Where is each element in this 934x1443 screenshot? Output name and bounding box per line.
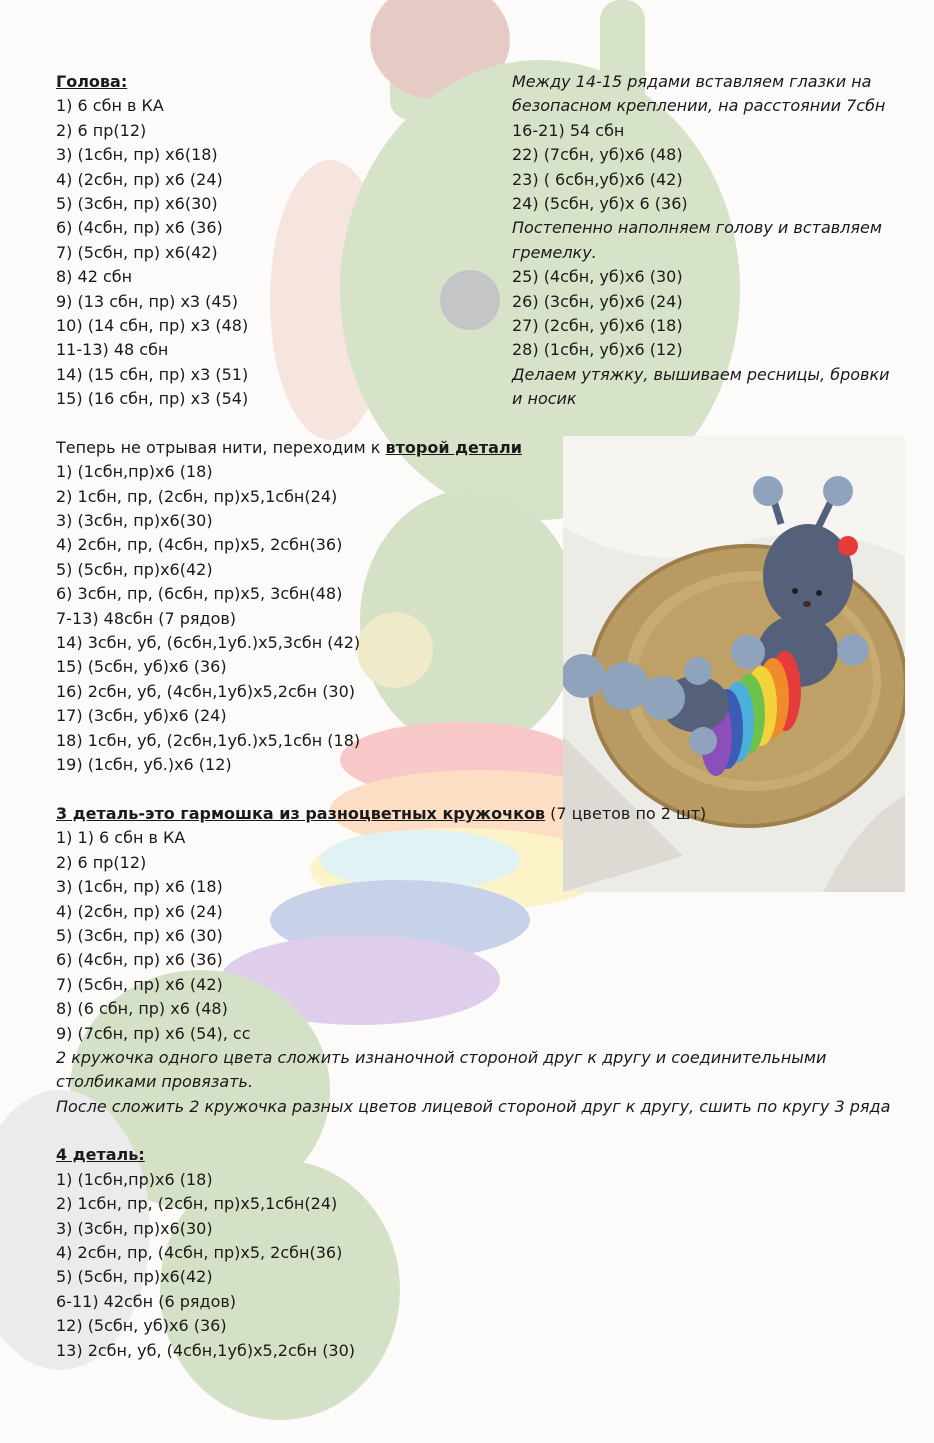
head-row: 1) 6 сбн в КА — [56, 96, 164, 116]
part4-title: 4 деталь: — [56, 1145, 145, 1165]
part4-row: 3) (3сбн, пр)х6(30) — [56, 1218, 213, 1238]
part4-row: 5) (5сбн, пр)х6(42) — [56, 1267, 213, 1287]
part4-row: 4) 2сбн, пр, (4сбн, пр)х5, 2сбн(36) — [56, 1242, 343, 1262]
bottom-section — [56, 802, 916, 1363]
head-row: 26) (3сбн, уб)х6 (24) — [512, 291, 683, 311]
head-note: безопасном креплении, на расстоянии 7сбн — [512, 96, 886, 116]
part2-row: 18) 1сбн, уб, (2сбн,1уб.)х5,1сбн (18) — [56, 730, 361, 750]
part3-row: 7) (5сбн, пр) х6 (42) — [56, 974, 223, 994]
part3-row: 4) (2сбн, пр) х6 (24) — [56, 901, 223, 921]
part4-row: 1) (1сбн,пр)х6 (18) — [56, 1169, 213, 1189]
part2-row: 3) (3сбн, пр)х6(30) — [56, 510, 213, 530]
head-note: Постепенно наполняем голову и вставляем — [512, 218, 882, 238]
head-row: 5) (3сбн, пр) х6(30) — [56, 194, 218, 214]
head-note: Делаем утяжку, вышиваем ресницы, бровки — [512, 364, 890, 384]
part2-row: 4) 2сбн, пр, (4сбн, пр)х5, 2сбн(36) — [56, 535, 343, 555]
part3-note: После сложить 2 кружочка разных цветов лицевой стороной друг к другу, сшить по кругу 3 ряда — [56, 1096, 891, 1116]
head-row: 4) (2сбн, пр) х6 (24) — [56, 169, 223, 189]
head-row: 8) 42 сбн — [56, 267, 133, 287]
head-title: Голова: — [56, 72, 128, 91]
part3-row: 5) (3сбн, пр) х6 (30) — [56, 926, 223, 946]
part2-row: 19) (1сбн, уб.)х6 (12) — [56, 754, 232, 774]
part2-row: 5) (5сбн, пр)х6(42) — [56, 559, 213, 579]
head-note: Между 14-15 рядами вставляем глазки на — [512, 72, 872, 91]
part2-intro-bold: второй детали — [385, 437, 522, 457]
part3-row: 9) (7сбн, пр) х6 (54), сс — [56, 1023, 251, 1043]
part3-title: 3 деталь-это гармошка из разноцветных кружочков — [56, 804, 546, 823]
head-row: 24) (5сбн, уб)х 6 (36) — [512, 194, 688, 214]
part2-row: 17) (3сбн, уб)х6 (24) — [56, 706, 227, 726]
part2-row: 14) 3сбн, уб, (6сбн,1уб.)х5,3сбн (42) — [56, 632, 361, 652]
part3-row: 3) (1сбн, пр) х6 (18) — [56, 877, 223, 897]
part4-row: 6-11) 42сбн (6 рядов) — [56, 1291, 237, 1311]
head-note: гремелку. — [512, 242, 597, 262]
right-column — [512, 70, 912, 412]
part2-row: 6) 3сбн, пр, (6сбн, пр)х5, 3сбн(48) — [56, 584, 343, 604]
part2-intro-text: Теперь не отрывая нити, переходим к — [56, 437, 386, 457]
head-row: 22) (7сбн, уб)х6 (48) — [512, 145, 683, 165]
head-row: 16-21) 54 сбн — [512, 120, 625, 140]
part2-intro — [56, 436, 522, 460]
left-column — [56, 70, 522, 777]
part3-row: 6) (4сбн, пр) х6 (36) — [56, 950, 223, 970]
head-row: 14) (15 сбн, пр) х3 (51) — [56, 364, 249, 384]
head-row: 15) (16 сбн, пр) х3 (54) — [56, 389, 249, 409]
head-row: 28) (1сбн, уб)х6 (12) — [512, 340, 683, 360]
head-row: 2) 6 пр(12) — [56, 120, 147, 140]
part4-row: 13) 2сбн, уб, (4сбн,1уб)х5,2сбн (30) — [56, 1340, 356, 1360]
part3-note: 2 кружочка одного цвета сложить изнаночной стороной друг к другу и соединительными столбиками провязать. — [56, 1048, 827, 1092]
head-row: 23) ( 6сбн,уб)х6 (42) — [512, 169, 683, 189]
head-note: и носик — [512, 389, 577, 409]
part3-title-suffix: (7 цветов по 2 шт) — [545, 804, 707, 823]
part2-row: 2) 1сбн, пр, (2сбн, пр)х5,1сбн(24) — [56, 486, 338, 506]
part3-row: 1) 1) 6 сбн в КА — [56, 828, 186, 848]
head-row: 3) (1сбн, пр) х6(18) — [56, 145, 218, 165]
head-row: 6) (4сбн, пр) х6 (36) — [56, 218, 223, 238]
part4-row: 2) 1сбн, пр, (2сбн, пр)х5,1сбн(24) — [56, 1194, 338, 1214]
head-row: 25) (4сбн, уб)х6 (30) — [512, 267, 683, 287]
head-row: 7) (5сбн, пр) х6(42) — [56, 242, 218, 262]
part3-heading — [56, 802, 916, 826]
part2-row: 7-13) 48сбн (7 рядов) — [56, 608, 237, 628]
head-row: 9) (13 сбн, пр) х3 (45) — [56, 291, 239, 311]
part3-row: 8) (6 сбн, пр) х6 (48) — [56, 999, 228, 1019]
head-row: 11-13) 48 сбн — [56, 340, 169, 360]
part2-row: 15) (5сбн, уб)х6 (36) — [56, 657, 227, 677]
part4-row: 12) (5сбн, уб)х6 (36) — [56, 1316, 227, 1336]
head-row: 10) (14 сбн, пр) х3 (48) — [56, 316, 249, 336]
part2-row: 1) (1сбн,пр)х6 (18) — [56, 462, 213, 482]
part3-row: 2) 6 пр(12) — [56, 852, 147, 872]
part2-row: 16) 2сбн, уб, (4сбн,1уб)х5,2сбн (30) — [56, 681, 356, 701]
head-row: 27) (2сбн, уб)х6 (18) — [512, 316, 683, 336]
